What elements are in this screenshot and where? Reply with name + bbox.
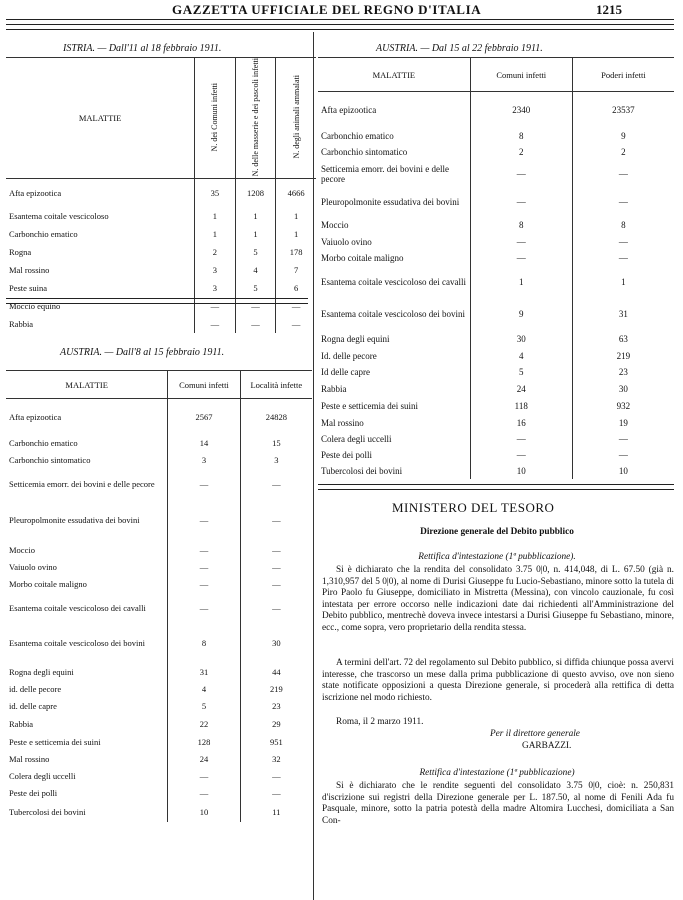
row-label: Morbo coitale maligno <box>9 579 87 589</box>
cell-value: 8 <box>572 216 674 234</box>
cell-value: 8 <box>470 216 572 234</box>
rettifica1-text2: A termini dell'art. 72 del regolamento sul Debito pubblico, si diffida chiunque possa avervi interesse, che trascorso un mese dalla prima pubblicazione di questo avviso, ove non sieno state notificate opposizioni a questa Direzione generale, si procederà alla rettifica di detta iscrizione nel modo richiesto. <box>322 658 674 703</box>
page-number: 1215 <box>596 2 622 17</box>
cell-value: 1 <box>235 225 276 243</box>
table-row <box>6 315 316 333</box>
cell-value: — <box>276 297 316 315</box>
cell-value: — <box>276 315 316 333</box>
cell-value: 11 <box>240 802 312 822</box>
cell-value: 2 <box>195 243 236 261</box>
cell-value: 1 <box>470 266 572 298</box>
istria-header-pascoli: N. delle masserie e dei pascoli infetti <box>250 58 260 177</box>
table-row <box>6 733 312 751</box>
cell-value: 3 <box>195 279 236 297</box>
cell-value: 24 <box>470 380 572 398</box>
cell-value: — <box>240 469 312 499</box>
row-label: Carbonchio ematico <box>9 438 78 448</box>
cell-value: 128 <box>168 733 240 751</box>
cell-value: — <box>572 188 674 216</box>
row-label: Peste e setticemia dei suini <box>321 401 418 411</box>
cell-value: 10 <box>470 463 572 479</box>
cell-value: — <box>168 541 240 559</box>
table-row <box>318 330 674 348</box>
row-label: Esantema coitale vescicoloso dei cavalli <box>9 602 146 613</box>
cell-value: 30 <box>572 380 674 398</box>
cell-value: — <box>168 469 240 499</box>
cell-value: — <box>572 234 674 250</box>
row-label: Rogna degli equini <box>9 666 74 677</box>
table-row <box>318 266 674 298</box>
cell-value: 5 <box>470 364 572 380</box>
table-row <box>318 463 674 479</box>
table-row <box>6 751 312 768</box>
cell-value: 8 <box>168 623 240 663</box>
cell-value: — <box>235 315 276 333</box>
cell-value: 951 <box>240 733 312 751</box>
row-label: id. delle capre <box>9 701 57 711</box>
cell-value: 31 <box>168 663 240 681</box>
cell-value: 31 <box>572 298 674 330</box>
row-label: Mal rossino <box>9 754 50 764</box>
table-row <box>6 225 316 243</box>
table-row <box>6 541 312 559</box>
table-row <box>318 128 674 144</box>
row-label: Peste e setticemia dei suini <box>9 736 101 747</box>
table-row <box>6 698 312 715</box>
istria-header-comuni: N. dei Comuni infetti <box>210 82 220 152</box>
austria-right-header-comuni: Comuni infetti <box>470 58 572 92</box>
cell-value: 5 <box>168 698 240 715</box>
row-label: Rabbia <box>9 718 34 729</box>
cell-value: 3 <box>195 261 236 279</box>
cell-value: 2 <box>470 144 572 160</box>
cell-value: 5 <box>235 243 276 261</box>
austria-right-header-malattie: MALATTIE <box>318 58 470 92</box>
cell-value: — <box>168 768 240 785</box>
row-label: Id delle capre <box>321 366 370 377</box>
table-row <box>6 279 316 297</box>
rettifica2-title: Rettifica d'intestazione (1ª pubblicazione) <box>419 768 575 778</box>
table-row <box>6 681 312 698</box>
row-label: Afta epizootica <box>9 188 62 199</box>
cell-value: 1 <box>572 266 674 298</box>
table-row <box>6 499 312 541</box>
istria-title: ISTRIA. — Dall'11 al 18 febbraio 1911. <box>63 43 222 54</box>
signature-role: Per il direttore generale <box>490 729 580 739</box>
row-label: Carbonchio sintomatico <box>321 146 408 157</box>
cell-value: 178 <box>276 243 316 261</box>
cell-value: 16 <box>470 415 572 431</box>
row-label: Pleuropolmonite essudativa dei bovini <box>9 514 140 525</box>
rettifica1-text: Si è dichiarato che la rendita del consolidato 3.75 0|0, n. 414,048, di L. 67.50 (già n. 1,310,957 del 5 0|0), al nome di Durisi Giuseppe fu Lucio-Sebastiano, minore sotto la tutela di Piro Paolo fu Giuseppe, domiciliato in Mistretta (Messina), con vincolo cauzionale, fu così intestata per errore occorso nelle indicazioni date dai richiedenti all'Amministrazione del Debito pubblico, mentrechè doveva invece intestarsi a Durisi Giuseppe fu Sebastiano, minore, ecc., come sopra, vero proprietario della rendita stessa. <box>322 565 674 633</box>
row-label: Carbonchio ematico <box>321 130 394 141</box>
cell-value: 19 <box>572 415 674 431</box>
cell-value: 5 <box>235 279 276 297</box>
row-label: Rogna degli equini <box>321 333 390 344</box>
table-row <box>6 559 312 576</box>
cell-value: — <box>470 188 572 216</box>
table-row <box>318 431 674 447</box>
row-label: Moccio <box>9 544 35 555</box>
table-row <box>318 144 674 160</box>
row-label: Setticemia emorr. dei bovini e delle pecore <box>321 163 449 184</box>
row-label: Tubercolosi dei bovini <box>9 806 86 817</box>
cell-value: — <box>240 541 312 559</box>
table-row <box>318 234 674 250</box>
direzione-heading: Direzione generale del Debito pubblico <box>420 527 574 537</box>
row-label: Rabbia <box>321 383 347 394</box>
table-row <box>6 261 316 279</box>
row-label: Esantema coitale vescicoloso dei cavalli <box>321 276 466 287</box>
cell-value: 4 <box>470 348 572 364</box>
table-row <box>318 415 674 431</box>
istria-double-rule <box>6 298 308 304</box>
row-label: Peste suina <box>9 282 48 293</box>
row-label: Rabbia <box>9 318 34 329</box>
table-row <box>6 469 312 499</box>
table-row <box>318 398 674 415</box>
row-label: Mal rossino <box>321 417 364 428</box>
cell-value: — <box>168 593 240 623</box>
table-row <box>6 715 312 733</box>
header-rule <box>6 19 674 20</box>
row-label: Pleuropolmonite essudativa dei bovini <box>321 196 460 207</box>
table-row <box>318 188 674 216</box>
cell-value: 2340 <box>470 92 572 128</box>
table-row <box>6 768 312 785</box>
rettifica2-text: Si è dichiarato che le rendite seguenti del consolidato 3.75 0|0, cioè: n. 250,831 d'iscrizione sui registri della Direzione generale per L. 187.50, al nome di Fenili Ada fu Pasquale, minore, sotto la patria potestà della madre Altomira Lucchesi, domiciliata a San Con- <box>322 781 674 826</box>
row-label: Rogna <box>9 246 32 257</box>
row-label: Morbo coitale maligno <box>321 252 404 263</box>
istria-header-animali: N. degli animali ammalati <box>291 75 301 159</box>
row-label: Moccio <box>321 219 349 230</box>
austria-right-double-rule <box>318 484 674 490</box>
cell-value: 2 <box>572 144 674 160</box>
cell-value: 8 <box>470 128 572 144</box>
row-label: id. delle pecore <box>9 684 62 694</box>
cell-value: 23 <box>572 364 674 380</box>
cell-value: 1 <box>276 225 316 243</box>
row-label: Esantema coitale vescicoloso dei bovini <box>321 308 465 319</box>
table-row <box>318 364 674 380</box>
austria-right-table <box>318 57 674 479</box>
row-label: Vaiuolo ovino <box>9 562 57 572</box>
cell-value: 3 <box>240 452 312 469</box>
cell-value: — <box>168 576 240 593</box>
table-row <box>6 593 312 623</box>
cell-value: 10 <box>572 463 674 479</box>
cell-value: 118 <box>470 398 572 415</box>
cell-value: — <box>572 447 674 463</box>
cell-value: 1 <box>276 207 316 225</box>
table-row <box>6 623 312 663</box>
row-label: Id. delle pecore <box>321 350 377 361</box>
cell-value: — <box>470 250 572 266</box>
cell-value: — <box>240 576 312 593</box>
row-label: Afta epizootica <box>9 411 62 422</box>
cell-value: — <box>235 297 276 315</box>
row-label: Afta epizootica <box>321 104 377 115</box>
cell-value: 2567 <box>168 399 240 435</box>
cell-value: 9 <box>572 128 674 144</box>
table-row <box>6 435 312 452</box>
table-row <box>6 243 316 261</box>
istria-table <box>6 57 316 333</box>
cell-value: 932 <box>572 398 674 415</box>
cell-value: 23 <box>240 698 312 715</box>
cell-value: — <box>195 297 236 315</box>
table-row <box>318 298 674 330</box>
table-row <box>318 380 674 398</box>
table-row <box>318 160 674 188</box>
row-label: Carbonchio sintomatico <box>9 455 91 465</box>
cell-value: 1 <box>195 225 236 243</box>
table-row <box>318 92 674 128</box>
cell-value: 3 <box>168 452 240 469</box>
cell-value: — <box>470 447 572 463</box>
cell-value: 15 <box>240 435 312 452</box>
row-label: Setticemia emorr. dei bovini e delle pecore <box>9 478 155 489</box>
cell-value: 4666 <box>276 179 316 207</box>
cell-value: — <box>168 499 240 541</box>
rettifica1-title: Rettifica d'intestazione (1ª pubblicazione). <box>418 552 576 562</box>
table-row <box>318 216 674 234</box>
cell-value: 4 <box>168 681 240 698</box>
cell-value: 29 <box>240 715 312 733</box>
cell-value: — <box>195 315 236 333</box>
table-row <box>6 452 312 469</box>
table-row <box>6 802 312 822</box>
cell-value: 44 <box>240 663 312 681</box>
cell-value: — <box>572 431 674 447</box>
row-label: Colera degli uccelli <box>321 433 392 444</box>
austria-left-table <box>6 370 312 822</box>
table-row <box>318 447 674 463</box>
austria-right-title: AUSTRIA. — Dal 15 al 22 febbraio 1911. <box>376 43 543 54</box>
austria-right-header-poderi: Poderi infetti <box>572 58 674 92</box>
cell-value: 219 <box>572 348 674 364</box>
istria-header-malattie: MALATTIE <box>6 58 195 179</box>
cell-value: 30 <box>240 623 312 663</box>
row-label: Carbonchio ematico <box>9 228 78 239</box>
cell-value: 24 <box>168 751 240 768</box>
row-label: Peste dei polli <box>9 788 58 798</box>
cell-value: 24828 <box>240 399 312 435</box>
cell-value: — <box>240 499 312 541</box>
row-label: Peste dei polli <box>321 449 372 460</box>
gazette-title: GAZZETTA UFFICIALE DEL REGNO D'ITALIA <box>172 2 482 17</box>
cell-value: 14 <box>168 435 240 452</box>
cell-value: 1 <box>235 207 276 225</box>
cell-value: — <box>470 431 572 447</box>
cell-value: — <box>168 785 240 802</box>
cell-value: 32 <box>240 751 312 768</box>
header-double-rule <box>6 24 674 30</box>
cell-value: 10 <box>168 802 240 822</box>
table-row <box>6 785 312 802</box>
row-label: Vaiuolo ovino <box>321 236 372 247</box>
cell-value: — <box>470 160 572 188</box>
row-label: Tubercolosi dei bovini <box>321 465 403 476</box>
austria-left-header-localita: Località infette <box>240 371 312 399</box>
austria-left-title: AUSTRIA. — Dall'8 al 15 febbraio 1911. <box>60 347 225 358</box>
table-row <box>318 348 674 364</box>
cell-value: — <box>240 559 312 576</box>
cell-value: 30 <box>470 330 572 348</box>
cell-value: 4 <box>235 261 276 279</box>
cell-value: 6 <box>276 279 316 297</box>
cell-value: — <box>470 234 572 250</box>
table-row <box>6 399 312 435</box>
table-row <box>318 250 674 266</box>
cell-value: — <box>240 768 312 785</box>
cell-value: 22 <box>168 715 240 733</box>
row-label: Esantema coitale vescicoloso <box>9 210 109 221</box>
cell-value: 63 <box>572 330 674 348</box>
cell-value: — <box>168 559 240 576</box>
row-label: Esantema coitale vescicoloso dei bovini <box>9 637 145 648</box>
cell-value: 23537 <box>572 92 674 128</box>
cell-value: — <box>240 593 312 623</box>
table-row <box>6 207 316 225</box>
row-label: Colera degli uccelli <box>9 771 76 781</box>
ministero-title: MINISTERO DEL TESORO <box>392 500 555 515</box>
rettifica1-date: Roma, il 2 marzo 1911. <box>336 717 424 727</box>
cell-value: — <box>240 785 312 802</box>
cell-value: 1 <box>195 207 236 225</box>
cell-value: 35 <box>195 179 236 207</box>
cell-value: 9 <box>470 298 572 330</box>
table-row <box>6 663 312 681</box>
table-row <box>6 179 316 207</box>
austria-left-header-comuni: Comuni infetti <box>168 371 240 399</box>
cell-value: — <box>572 160 674 188</box>
signature-name: GARBAZZI. <box>522 741 572 751</box>
cell-value: 1208 <box>235 179 276 207</box>
row-label: Mal rossino <box>9 264 50 275</box>
table-row <box>6 576 312 593</box>
row-label: Moccio equino <box>9 300 61 311</box>
cell-value: 219 <box>240 681 312 698</box>
cell-value: — <box>572 250 674 266</box>
cell-value: 7 <box>276 261 316 279</box>
austria-left-header-malattie: MALATTIE <box>6 371 168 399</box>
